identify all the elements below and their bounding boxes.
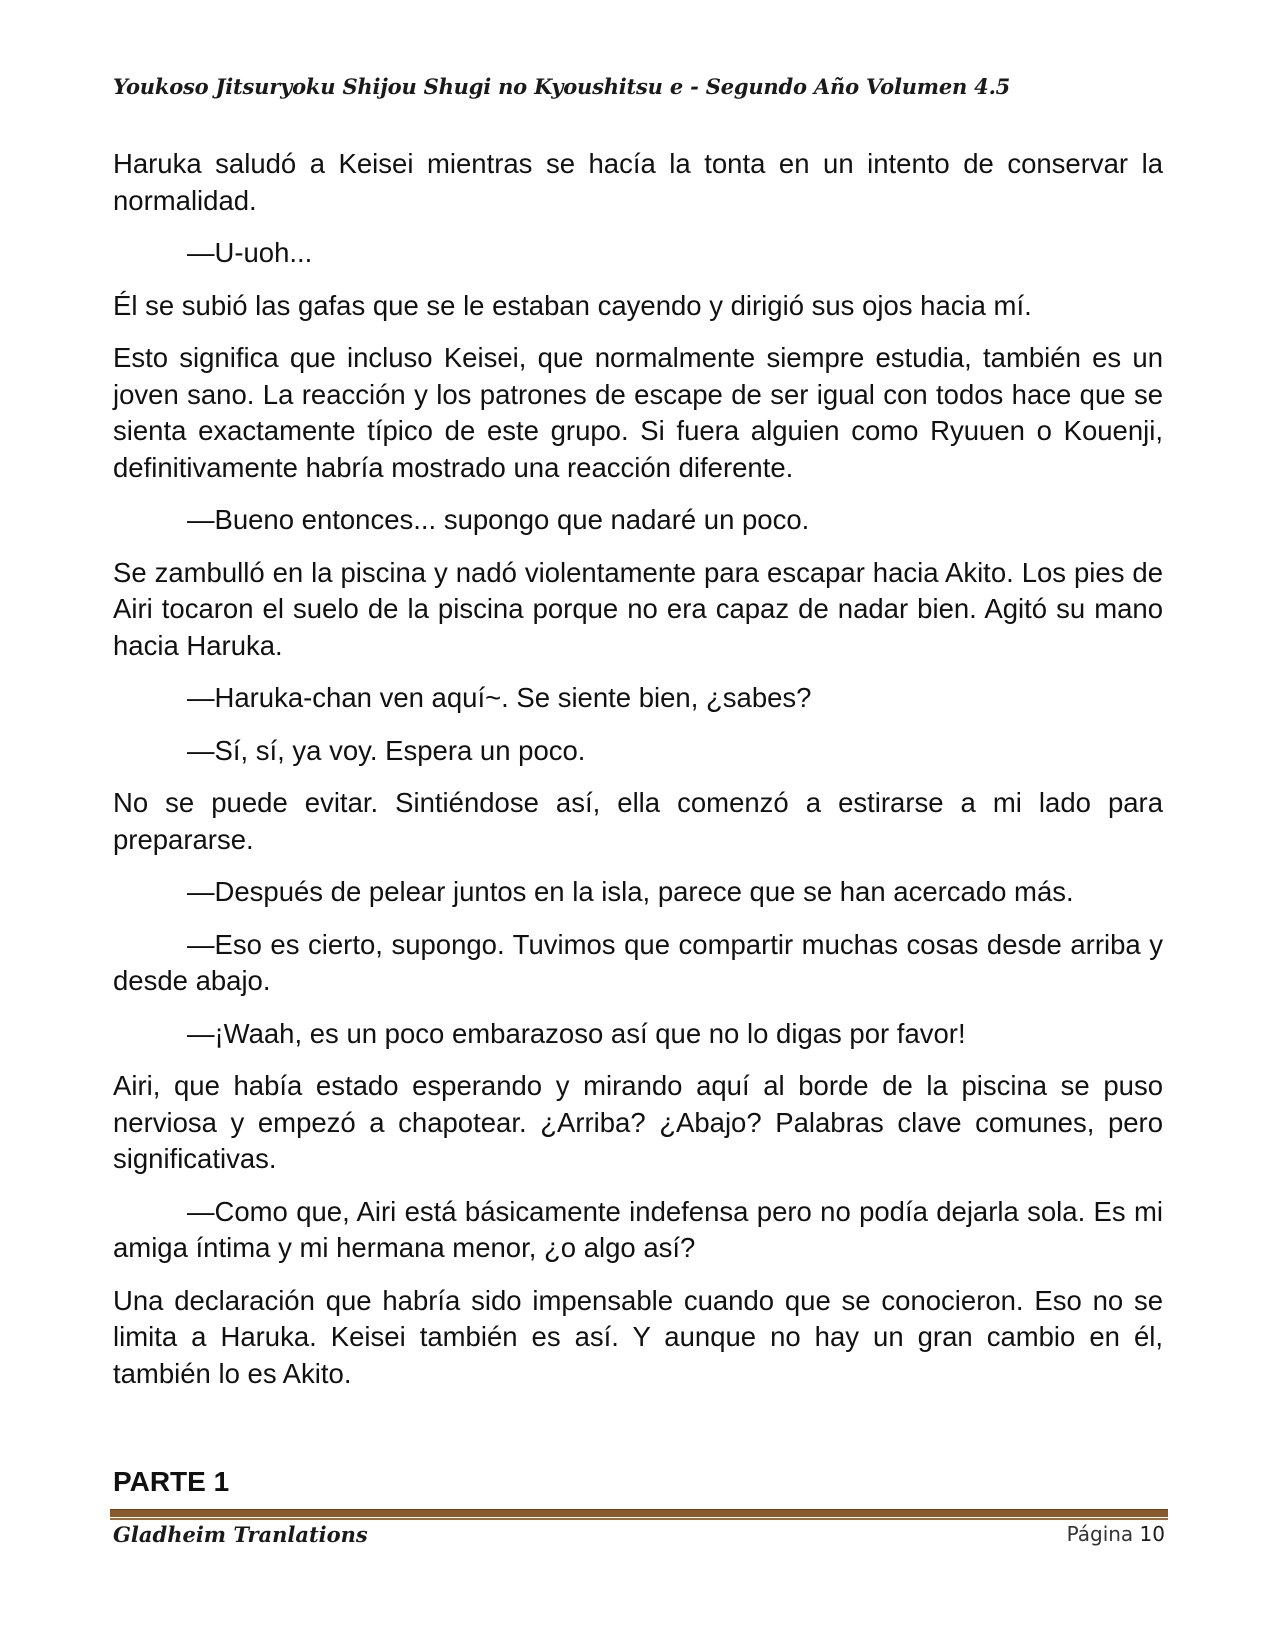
page-label: Página: [1066, 1522, 1134, 1546]
dialog-line: —Bueno entonces... supongo que nadaré un poco.: [187, 504, 810, 535]
paragraph: No se puede evitar. Sintiéndose así, ella comenzó a estirarse a mi lado para prepararse.: [113, 787, 1163, 855]
paragraph: Él se subió las gafas que se le estaban cayendo y dirigió sus ojos hacia mí.: [113, 289, 1032, 321]
section-title: PARTE 1: [113, 1466, 230, 1497]
page-indicator: [1067, 1522, 1165, 1546]
paragraph: Una declaración que habría sido impensable cuando que se conocieron. Eso no se limita a Haruka. Keisei también es así. Y aunque no hay un gran cambio en él, también lo es Akito.: [113, 1284, 1163, 1389]
dialog-line: —Eso es cierto, supongo. Tuvimos que compartir muchas cosas desde arriba y desde abajo.: [113, 928, 1163, 996]
paragraph: Esto significa que incluso Keisei, que normalmente siempre estudia, también es un joven sano. La reacción y los patrones de escape de ser igual con todos hace que se sienta exactamente típico de este grupo. Si fuera alguien como Ryuuen o Kouenji, definitivamente habría mostrado una reacción diferente.: [113, 342, 1163, 483]
footer-credit: Gladheim Tranlations: [113, 1522, 368, 1547]
dialog-line: —U-uoh...: [187, 237, 313, 268]
running-header: Youkoso Jitsuryoku Shijou Shugi no Kyoushitsu e - Segundo Año Volumen 4.5: [113, 74, 1011, 99]
paragraph: Se zambulló en la piscina y nadó violentamente para escapar hacia Akito. Los pies de Airi tocaron el suelo de la piscina porque no era capaz de nadar bien. Agitó su mano hacia Haruka.: [113, 556, 1163, 661]
footer-divider-thin: [110, 1518, 1168, 1520]
body-text: [113, 146, 1163, 1408]
paragraph: Airi, que había estado esperando y mirando aquí al borde de la piscina se puso nerviosa y empezó a chapotear. ¿Arriba? ¿Abajo? Palabras clave comunes, pero significativas.: [113, 1070, 1163, 1174]
paragraph: Haruka saludó a Keisei mientras se hacía la tonta en un intento de conservar la normalidad.: [113, 148, 1163, 216]
dialog-line: —¡Waah, es un poco embarazoso así que no lo digas por favor!: [187, 1017, 966, 1049]
page-number: 10: [1139, 1522, 1165, 1546]
dialog-line: —Después de pelear juntos en la isla, parece que se han acercado más.: [187, 876, 1074, 907]
dialog-line: —Sí, sí, ya voy. Espera un poco.: [187, 734, 586, 766]
dialog-line: —Haruka-chan ven aquí~. Se siente bien, ¿sabes?: [187, 682, 812, 713]
footer-divider: [110, 1509, 1168, 1517]
dialog-line: —Como que, Airi está básicamente indefensa pero no podía dejarla sola. Es mi amiga íntima y mi hermana menor, ¿o algo así?: [113, 1195, 1163, 1263]
